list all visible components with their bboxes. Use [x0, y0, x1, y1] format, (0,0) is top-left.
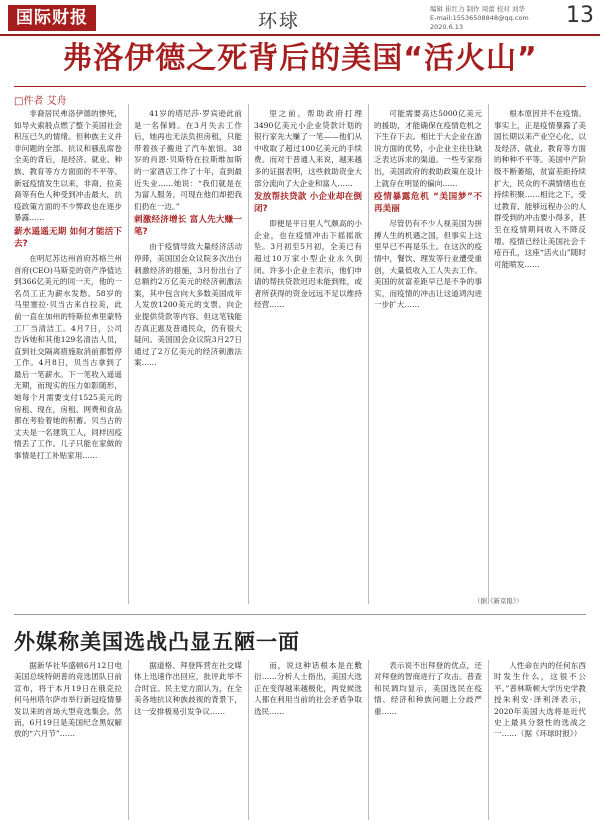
subheading-4: 疫情暴露危机 “美国梦”不再美丽 — [374, 192, 482, 215]
email-date-line: E-mail:15536508848@qq.com 2020.6.13 — [430, 14, 529, 31]
lower-headline: 外媒称美国选战凸显五陋一面 — [14, 630, 300, 654]
article-column-5 — [494, 108, 586, 594]
article-column-2 — [134, 108, 242, 608]
column-divider — [488, 660, 489, 820]
editor-info — [430, 5, 560, 32]
paragraph: 根本原因并不在疫情。事实上，正是疫情暴露了美国长期以来产业空心化、以及经济、就业、教育等方面的种种不平等。美国中产阶级不断萎缩，贫富差距持续扩大，民众的不满情绪也在持续积聚……相比之下，受过教育、能够远程办公的人群受到的冲击要小得多，甚至在疫情期间收入不降反增。疫情已经让美国社会千疮百孔，这座“活火山”随时可能喷发…… — [494, 109, 586, 269]
paragraph: 在明尼苏达州首府苏格兰州首府(CEO)马斯克的资产净值达到366亿美元的同一天，他的一名员工正为薪水发愁。58岁的马里塞拉·贝当古来自拉美，此前一直在加州的特斯拉弗里蒙特工厂当清洁工。4月7日，公司告诉她和其他129名清洁人员，直到社交隔离措施取消前都暂停工作。4月8日，贝当古拿到了最后一笔薪水。下一笔收入遥遥无期，而现实的压力如影随形，她每个月需要支付1525美元的房租、现在，房租、网费和食品都在考验着她的积蓄。贝当古的丈夫是一名建筑工人，同样因疫情丢了工作。儿子只能在家做的事情是打工补贴家用…… — [14, 253, 122, 461]
column-divider — [248, 660, 249, 820]
paragraph: 由于疫情导致大量经济活动停滞，美国国会众议院多次出台刺激经济的措施，3月份出台了总额约2万亿美元的经济刺激法案，其中包含向大多数美国成年人发放1200美元的支票、向企业提供贷款等内容。但这笔钱能否真正惠及普通民众，仍有很大疑问。美国国会众议院3月27日通过了2万亿美元的经济刺激法案…… — [134, 242, 242, 368]
paragraph: 非裔居民弗洛伊德的惨死，如导火索般点燃了整个美国社会积压已久的情绪。但种族主义并非问题的全部。抗议和骚乱席卷全美的背后，是经济、就业、种族、教育等方方面面的不平等。新冠疫情发生以来，非裔、拉美裔等有色人种受到冲击最大，抗疫政策方面的不少弊政也在逐步暴露…… — [14, 109, 122, 223]
masthead — [0, 0, 600, 36]
paragraph: 41岁的塔尼莎·罗宾逊此前是一名保姆。在3月失去工作后，她再也无法负担房租，只能带着孩子搬进了汽车旅馆。38岁的肖恩·贝斯特在拉斯维加斯的一家酒店工作了十年，直到最近失业……她说：“我们就是在为富人服务，可现在他们却把我们扔在一边。” — [134, 109, 242, 211]
section-title: 环球 — [258, 10, 301, 32]
column-divider — [128, 660, 129, 820]
column-divider — [128, 104, 129, 604]
column-divider — [488, 104, 489, 604]
column-divider — [248, 104, 249, 604]
column-divider — [368, 660, 369, 820]
source-credit: （据《新京报》） — [474, 597, 523, 605]
article-column-4 — [374, 108, 482, 608]
page-number: 13 — [566, 3, 594, 28]
paragraph: 尽管仍有不少人视美国为拼搏人生的机遇之国，但事实上这里早已不再是乐土。在这次的疫情中，餐饮、理发等行业遭受重创，大量低收入工人失去工作。美国的贫富差距早已是不争的事实，而疫情的冲击让这道鸿沟进一步扩大…… — [374, 219, 482, 310]
subheading-2: 刺激经济增长 富人先大赚一笔? — [134, 215, 242, 238]
paragraph: 可能需要高达5000亿美元的援助，才能确保在疫情危机之下生存下去。相比于大企业在游说方面的优势，小企业主往往缺乏表达诉求的渠道。一些专家指出，美国政府的救助政策在设计上就存在明显的偏向…… — [374, 109, 482, 188]
newspaper-logo: 国际财报 — [8, 5, 96, 31]
column-divider — [368, 104, 369, 604]
paragraph: 里之前，帮助政府打理3490亿美元小企业贷款计划的银行家先大赚了一笔——他们从中收取了超过100亿美元的手续费。而对于普通人来说，越来越多的证据表明，这些救助资金大部分流向了大企业和富人…… — [254, 109, 362, 188]
lower-column-2: 据道格、拜登阵营在社交媒体上迅速作出回应，批评此举不合时宜。民主党方面认为，在全美各地抗议种族歧视的背景下，这一安排极易引发争议…… — [134, 661, 242, 716]
subheading-1: 薪水遥遥无期 如何才能活下去? — [14, 226, 122, 249]
lower-column-4: 表示说不出拜登的优点，还对拜登的智商进行了攻击。普查和民调均显示，美国选民在疫情、经济和种族问题上分歧严重…… — [374, 661, 482, 716]
main-headline: 弗洛伊德之死背后的美国“活火山” — [62, 41, 538, 76]
article-column-1 — [14, 108, 122, 608]
paragraph: 即便是平日里人气颇高的小企业，也在疫情冲击下摇摇欲坠。3月初至5月初，全美已有超过10万家小型企业永久倒闭。许多小企业主表示，他们申请的帮扶贷款迟迟未能到账，或者所获得的资金远远不足以维持经营…… — [254, 219, 362, 310]
headline-rule — [14, 86, 586, 87]
subheading-3: 发放帮扶贷款 小企业却在倒闭? — [254, 192, 362, 215]
lower-column-5: 人性命在内的任何东西时发生什么，这很不公平。”普林斯顿大学历史学教授朱利安·泽利泽表示，2020年美国大选将是近代史上最具分裂性的选战之一……（据《环球时报》） — [494, 661, 586, 739]
article-column-3 — [254, 108, 362, 608]
section-divider — [14, 614, 586, 615]
editor-line: 编辑 崔红力 制作 周蕾 校对 刘华 — [430, 5, 525, 13]
byline: □件者 艾舟 — [14, 96, 67, 107]
lower-column-3: 而，说这种话根本是在敷衍……分析人士指出，美国大选正在变得越来越极化，两党候选人都在利用当前的社会矛盾争取选民…… — [254, 661, 362, 716]
lower-column-1: 据新华社华盛顿6月12日电 美国总统特朗普的竞选团队日前宣布，将于本月19日在俄克拉何马州塔尔萨市举行新冠疫情暴发以来的首场大型竞选集会。然而，6月19日是美国纪念黑奴解放的“六月节”…… — [14, 661, 122, 739]
